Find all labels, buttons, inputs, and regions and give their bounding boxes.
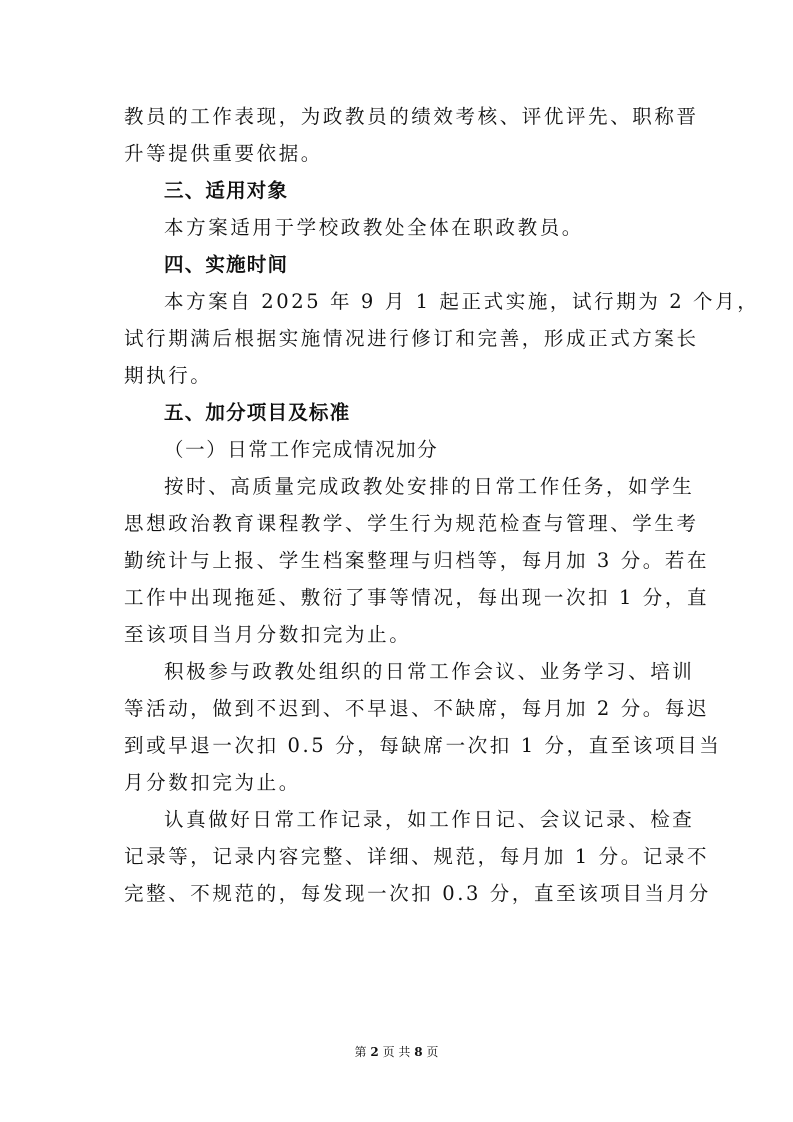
text-line: 期执行。: [124, 364, 213, 387]
page-footer: [0, 1043, 793, 1060]
total-page-count: 8: [414, 1045, 423, 1059]
text-line: 认真做好日常工作记录，如工作日记、会议记录、检查: [164, 808, 695, 831]
text-line: 到或早退一次扣 0.5 分，每缺席一次扣 1 分，直至该项目当: [124, 734, 722, 757]
current-page-number: 2: [370, 1045, 379, 1059]
text-line: 工作中出现拖延、敷衍了事等情况，每出现一次扣 1 分，直: [124, 586, 710, 609]
text-line: 本方案适用于学校政教处全体在职政教员。: [164, 216, 584, 239]
footer-middle: 页 共: [382, 1045, 411, 1059]
text-line: 升等提供重要依据。: [124, 142, 323, 165]
text-line: 完整、不规范的，每发现一次扣 0.3 分，直至该项目当月分: [124, 882, 711, 905]
text-line: 三、适用对象: [164, 179, 289, 202]
page-content: [124, 98, 760, 912]
text-line: 试行期满后根据实施情况进行修订和完善，形成正式方案长: [124, 327, 699, 350]
text-line: 至该项目当月分数扣完为止。: [124, 623, 412, 646]
text-line: 本方案自 2025 年 9 月 1 起正式实施，试行期为 2 个月，: [164, 290, 760, 313]
text-line: 记录等，记录内容完整、详细、规范，每月加 1 分。记录不: [124, 845, 710, 868]
text-line: 教员的工作表现，为政教员的绩效考核、评优评先、职称晋: [124, 105, 699, 128]
footer-suffix: 页: [426, 1045, 439, 1059]
text-line: 五、加分项目及标准: [164, 401, 351, 424]
text-line: 思想政治教育课程教学、学生行为规范检查与管理、学生考: [124, 512, 699, 535]
footer-prefix: 第: [354, 1045, 367, 1059]
text-line: 按时、高质量完成政教处安排的日常工作任务，如学生: [164, 475, 695, 498]
text-line: 等活动，做到不迟到、不早退、不缺席，每月加 2 分。每迟: [124, 697, 710, 720]
text-line: 勤统计与上报、学生档案整理与归档等，每月加 3 分。若在: [124, 549, 710, 572]
text-line: 月分数扣完为止。: [124, 771, 301, 794]
text-line: （一）日常工作完成情况加分: [164, 438, 439, 461]
text-line: 四、实施时间: [164, 253, 289, 276]
text-line: 积极参与政教处组织的日常工作会议、业务学习、培训: [164, 660, 695, 683]
